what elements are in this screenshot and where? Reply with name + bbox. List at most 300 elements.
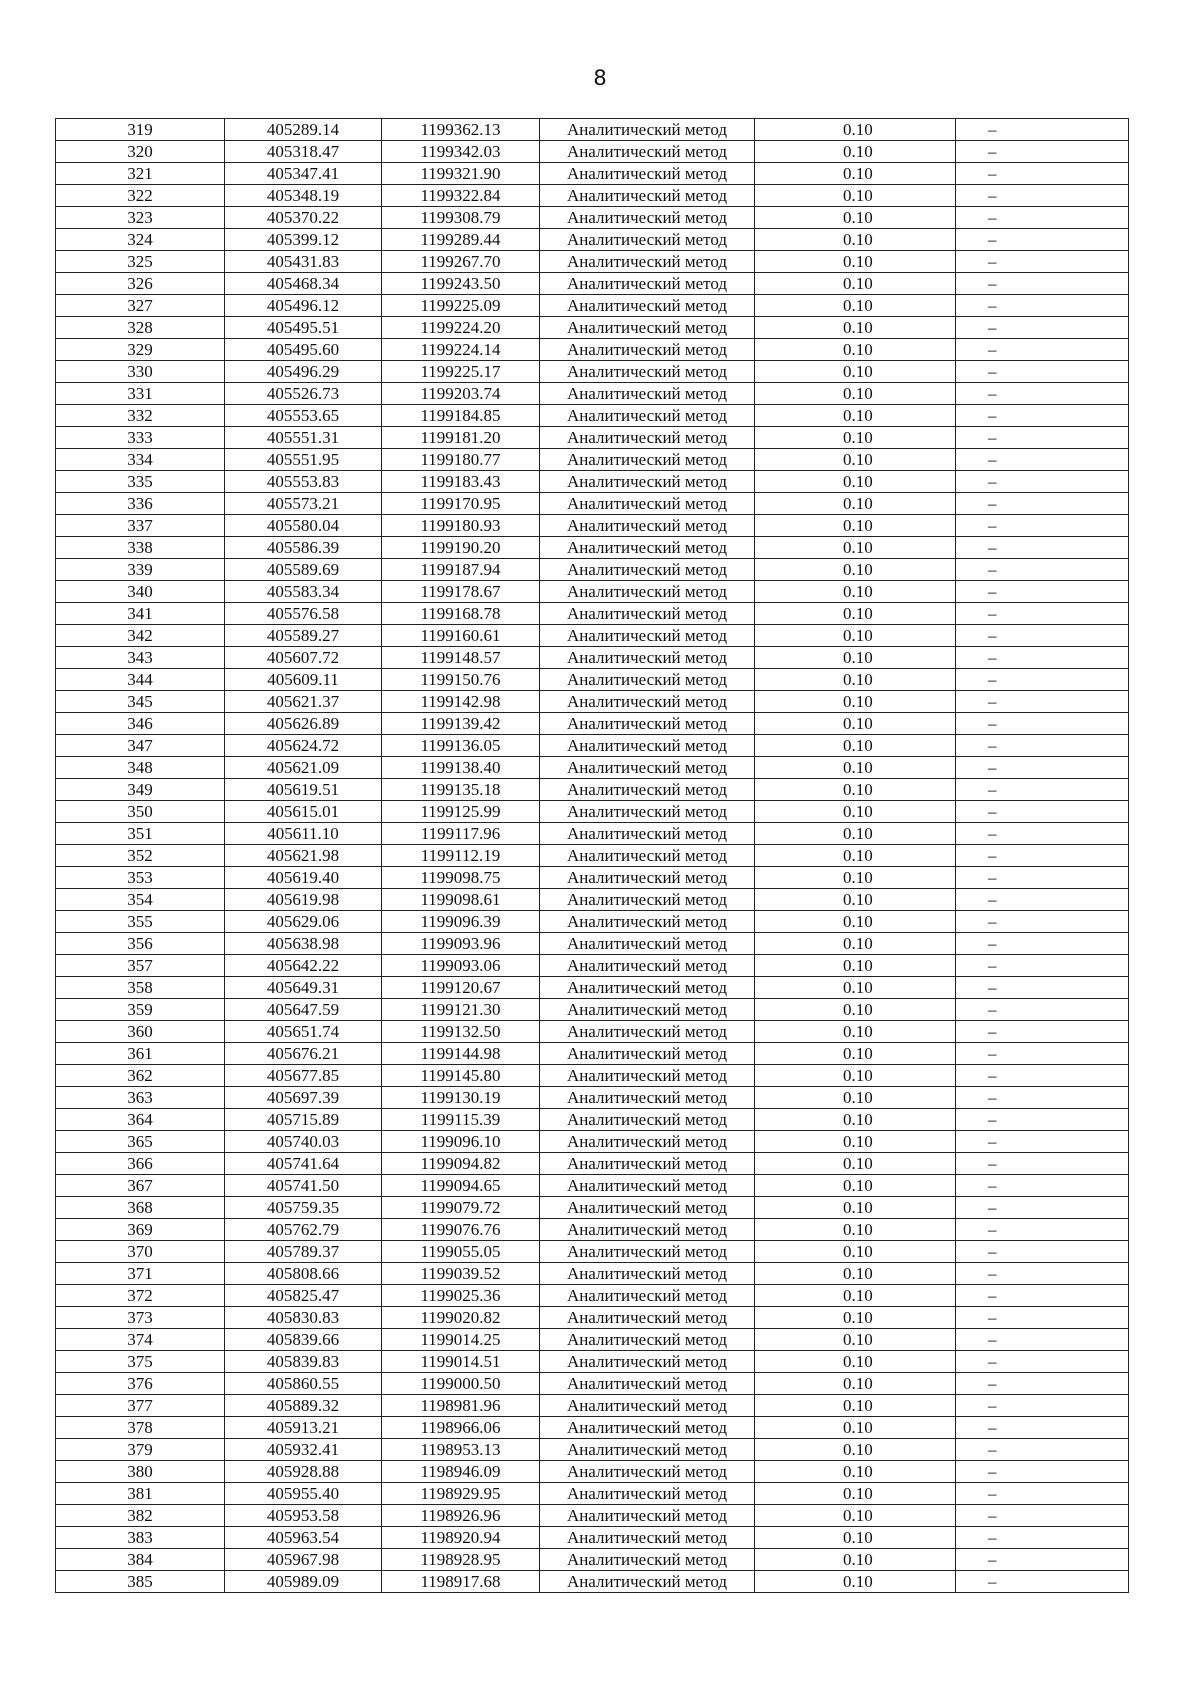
y-coordinate-cell: 1199362.13	[382, 119, 540, 141]
point-number-cell: 338	[56, 537, 225, 559]
coordinates-table	[55, 118, 1129, 1593]
x-coordinate-cell: 405431.83	[225, 251, 382, 273]
table-row	[56, 757, 1129, 779]
tolerance-cell: 0.10	[755, 1219, 956, 1241]
table-row	[56, 1461, 1129, 1483]
method-cell: Аналитический метод	[540, 1175, 755, 1197]
y-coordinate-cell: 1199342.03	[382, 141, 540, 163]
tolerance-cell: 0.10	[755, 735, 956, 757]
table-row	[56, 229, 1129, 251]
y-coordinate-cell: 1199096.10	[382, 1131, 540, 1153]
note-cell: –	[956, 471, 1129, 493]
tolerance-cell: 0.10	[755, 625, 956, 647]
method-cell: Аналитический метод	[540, 1505, 755, 1527]
method-cell: Аналитический метод	[540, 647, 755, 669]
method-cell: Аналитический метод	[540, 537, 755, 559]
x-coordinate-cell: 405551.31	[225, 427, 382, 449]
note-cell: –	[956, 163, 1129, 185]
point-number-cell: 358	[56, 977, 225, 999]
table-row	[56, 1241, 1129, 1263]
point-number-cell: 365	[56, 1131, 225, 1153]
point-number-cell: 329	[56, 339, 225, 361]
method-cell: Аналитический метод	[540, 1263, 755, 1285]
point-number-cell: 359	[56, 999, 225, 1021]
x-coordinate-cell: 405759.35	[225, 1197, 382, 1219]
point-number-cell: 324	[56, 229, 225, 251]
y-coordinate-cell: 1198928.95	[382, 1549, 540, 1571]
table-row	[56, 493, 1129, 515]
x-coordinate-cell: 405651.74	[225, 1021, 382, 1043]
tolerance-cell: 0.10	[755, 537, 956, 559]
y-coordinate-cell: 1199145.80	[382, 1065, 540, 1087]
x-coordinate-cell: 405629.06	[225, 911, 382, 933]
tolerance-cell: 0.10	[755, 1505, 956, 1527]
y-coordinate-cell: 1199148.57	[382, 647, 540, 669]
table-row	[56, 1549, 1129, 1571]
y-coordinate-cell: 1199117.96	[382, 823, 540, 845]
tolerance-cell: 0.10	[755, 1571, 956, 1593]
method-cell: Аналитический метод	[540, 889, 755, 911]
tolerance-cell: 0.10	[755, 867, 956, 889]
y-coordinate-cell: 1199093.96	[382, 933, 540, 955]
x-coordinate-cell: 405676.21	[225, 1043, 382, 1065]
y-coordinate-cell: 1198953.13	[382, 1439, 540, 1461]
point-number-cell: 376	[56, 1373, 225, 1395]
point-number-cell: 355	[56, 911, 225, 933]
point-number-cell: 381	[56, 1483, 225, 1505]
x-coordinate-cell: 405741.50	[225, 1175, 382, 1197]
point-number-cell: 334	[56, 449, 225, 471]
y-coordinate-cell: 1199178.67	[382, 581, 540, 603]
method-cell: Аналитический метод	[540, 383, 755, 405]
point-number-cell: 348	[56, 757, 225, 779]
table-row	[56, 427, 1129, 449]
method-cell: Аналитический метод	[540, 1285, 755, 1307]
point-number-cell: 361	[56, 1043, 225, 1065]
x-coordinate-cell: 405370.22	[225, 207, 382, 229]
point-number-cell: 335	[56, 471, 225, 493]
table-row	[56, 273, 1129, 295]
note-cell: –	[956, 339, 1129, 361]
method-cell: Аналитический метод	[540, 1153, 755, 1175]
point-number-cell: 367	[56, 1175, 225, 1197]
tolerance-cell: 0.10	[755, 1439, 956, 1461]
table-row	[56, 625, 1129, 647]
note-cell: –	[956, 405, 1129, 427]
method-cell: Аналитический метод	[540, 185, 755, 207]
x-coordinate-cell: 405741.64	[225, 1153, 382, 1175]
tolerance-cell: 0.10	[755, 251, 956, 273]
tolerance-cell: 0.10	[755, 1351, 956, 1373]
tolerance-cell: 0.10	[755, 1307, 956, 1329]
y-coordinate-cell: 1199180.93	[382, 515, 540, 537]
point-number-cell: 353	[56, 867, 225, 889]
table-row	[56, 1021, 1129, 1043]
point-number-cell: 323	[56, 207, 225, 229]
table-row	[56, 1065, 1129, 1087]
method-cell: Аналитический метод	[540, 735, 755, 757]
y-coordinate-cell: 1199000.50	[382, 1373, 540, 1395]
y-coordinate-cell: 1199168.78	[382, 603, 540, 625]
note-cell: –	[956, 581, 1129, 603]
x-coordinate-cell: 405348.19	[225, 185, 382, 207]
x-coordinate-cell: 405889.32	[225, 1395, 382, 1417]
point-number-cell: 356	[56, 933, 225, 955]
table-row	[56, 1505, 1129, 1527]
tolerance-cell: 0.10	[755, 1153, 956, 1175]
method-cell: Аналитический метод	[540, 1483, 755, 1505]
coordinates-table-body	[56, 119, 1129, 1593]
table-row	[56, 207, 1129, 229]
table-row	[56, 163, 1129, 185]
table-row	[56, 977, 1129, 999]
point-number-cell: 378	[56, 1417, 225, 1439]
tolerance-cell: 0.10	[755, 1197, 956, 1219]
x-coordinate-cell: 405642.22	[225, 955, 382, 977]
note-cell: –	[956, 933, 1129, 955]
note-cell: –	[956, 1065, 1129, 1087]
method-cell: Аналитический метод	[540, 493, 755, 515]
note-cell: –	[956, 647, 1129, 669]
x-coordinate-cell: 405649.31	[225, 977, 382, 999]
y-coordinate-cell: 1199139.42	[382, 713, 540, 735]
x-coordinate-cell: 405580.04	[225, 515, 382, 537]
method-cell: Аналитический метод	[540, 933, 755, 955]
method-cell: Аналитический метод	[540, 471, 755, 493]
method-cell: Аналитический метод	[540, 823, 755, 845]
table-row	[56, 1219, 1129, 1241]
x-coordinate-cell: 405808.66	[225, 1263, 382, 1285]
table-row	[56, 1527, 1129, 1549]
table-row	[56, 1263, 1129, 1285]
table-row	[56, 1175, 1129, 1197]
y-coordinate-cell: 1199115.39	[382, 1109, 540, 1131]
point-number-cell: 333	[56, 427, 225, 449]
tolerance-cell: 0.10	[755, 1021, 956, 1043]
method-cell: Аналитический метод	[540, 669, 755, 691]
point-number-cell: 327	[56, 295, 225, 317]
y-coordinate-cell: 1199130.19	[382, 1087, 540, 1109]
point-number-cell: 351	[56, 823, 225, 845]
y-coordinate-cell: 1199093.06	[382, 955, 540, 977]
table-row	[56, 1395, 1129, 1417]
method-cell: Аналитический метод	[540, 1021, 755, 1043]
x-coordinate-cell: 405626.89	[225, 713, 382, 735]
note-cell: –	[956, 1021, 1129, 1043]
note-cell: –	[956, 691, 1129, 713]
table-row	[56, 1131, 1129, 1153]
method-cell: Аналитический метод	[540, 1461, 755, 1483]
tolerance-cell: 0.10	[755, 493, 956, 515]
tolerance-cell: 0.10	[755, 515, 956, 537]
y-coordinate-cell: 1199289.44	[382, 229, 540, 251]
table-row	[56, 801, 1129, 823]
point-number-cell: 346	[56, 713, 225, 735]
note-cell: –	[956, 625, 1129, 647]
method-cell: Аналитический метод	[540, 1417, 755, 1439]
table-row	[56, 339, 1129, 361]
x-coordinate-cell: 405609.11	[225, 669, 382, 691]
method-cell: Аналитический метод	[540, 229, 755, 251]
table-row	[56, 1439, 1129, 1461]
x-coordinate-cell: 405913.21	[225, 1417, 382, 1439]
tolerance-cell: 0.10	[755, 669, 956, 691]
tolerance-cell: 0.10	[755, 1087, 956, 1109]
y-coordinate-cell: 1199321.90	[382, 163, 540, 185]
tolerance-cell: 0.10	[755, 339, 956, 361]
tolerance-cell: 0.10	[755, 955, 956, 977]
y-coordinate-cell: 1199160.61	[382, 625, 540, 647]
x-coordinate-cell: 405495.51	[225, 317, 382, 339]
note-cell: –	[956, 977, 1129, 999]
method-cell: Аналитический метод	[540, 867, 755, 889]
point-number-cell: 375	[56, 1351, 225, 1373]
x-coordinate-cell: 405347.41	[225, 163, 382, 185]
table-row	[56, 603, 1129, 625]
note-cell: –	[956, 1483, 1129, 1505]
y-coordinate-cell: 1199055.05	[382, 1241, 540, 1263]
note-cell: –	[956, 1373, 1129, 1395]
table-row	[56, 295, 1129, 317]
x-coordinate-cell: 405677.85	[225, 1065, 382, 1087]
y-coordinate-cell: 1199184.85	[382, 405, 540, 427]
point-number-cell: 344	[56, 669, 225, 691]
x-coordinate-cell: 405589.27	[225, 625, 382, 647]
y-coordinate-cell: 1199136.05	[382, 735, 540, 757]
y-coordinate-cell: 1198917.68	[382, 1571, 540, 1593]
tolerance-cell: 0.10	[755, 999, 956, 1021]
note-cell: –	[956, 1549, 1129, 1571]
y-coordinate-cell: 1198926.96	[382, 1505, 540, 1527]
method-cell: Аналитический метод	[540, 845, 755, 867]
point-number-cell: 331	[56, 383, 225, 405]
x-coordinate-cell: 405955.40	[225, 1483, 382, 1505]
y-coordinate-cell: 1199243.50	[382, 273, 540, 295]
point-number-cell: 360	[56, 1021, 225, 1043]
table-row	[56, 559, 1129, 581]
table-row	[56, 185, 1129, 207]
method-cell: Аналитический метод	[540, 1087, 755, 1109]
x-coordinate-cell: 405839.83	[225, 1351, 382, 1373]
y-coordinate-cell: 1198929.95	[382, 1483, 540, 1505]
table-row	[56, 933, 1129, 955]
tolerance-cell: 0.10	[755, 295, 956, 317]
x-coordinate-cell: 405615.01	[225, 801, 382, 823]
tolerance-cell: 0.10	[755, 581, 956, 603]
note-cell: –	[956, 251, 1129, 273]
note-cell: –	[956, 185, 1129, 207]
table-row	[56, 537, 1129, 559]
table-row	[56, 449, 1129, 471]
table-row	[56, 405, 1129, 427]
x-coordinate-cell: 405553.65	[225, 405, 382, 427]
y-coordinate-cell: 1199187.94	[382, 559, 540, 581]
method-cell: Аналитический метод	[540, 163, 755, 185]
y-coordinate-cell: 1199014.51	[382, 1351, 540, 1373]
y-coordinate-cell: 1199094.65	[382, 1175, 540, 1197]
x-coordinate-cell: 405607.72	[225, 647, 382, 669]
method-cell: Аналитический метод	[540, 119, 755, 141]
point-number-cell: 370	[56, 1241, 225, 1263]
y-coordinate-cell: 1199144.98	[382, 1043, 540, 1065]
note-cell: –	[956, 1461, 1129, 1483]
method-cell: Аналитический метод	[540, 515, 755, 537]
method-cell: Аналитический метод	[540, 251, 755, 273]
method-cell: Аналитический метод	[540, 1373, 755, 1395]
tolerance-cell: 0.10	[755, 977, 956, 999]
note-cell: –	[956, 911, 1129, 933]
tolerance-cell: 0.10	[755, 1417, 956, 1439]
note-cell: –	[956, 1087, 1129, 1109]
y-coordinate-cell: 1199096.39	[382, 911, 540, 933]
method-cell: Аналитический метод	[540, 757, 755, 779]
y-coordinate-cell: 1198966.06	[382, 1417, 540, 1439]
point-number-cell: 362	[56, 1065, 225, 1087]
note-cell: –	[956, 779, 1129, 801]
note-cell: –	[956, 1241, 1129, 1263]
note-cell: –	[956, 1307, 1129, 1329]
y-coordinate-cell: 1199150.76	[382, 669, 540, 691]
point-number-cell: 380	[56, 1461, 225, 1483]
x-coordinate-cell: 405496.12	[225, 295, 382, 317]
method-cell: Аналитический метод	[540, 207, 755, 229]
table-row	[56, 471, 1129, 493]
y-coordinate-cell: 1199224.14	[382, 339, 540, 361]
note-cell: –	[956, 361, 1129, 383]
note-cell: –	[956, 669, 1129, 691]
tolerance-cell: 0.10	[755, 1329, 956, 1351]
method-cell: Аналитический метод	[540, 955, 755, 977]
table-row	[56, 515, 1129, 537]
y-coordinate-cell: 1199098.75	[382, 867, 540, 889]
x-coordinate-cell: 405551.95	[225, 449, 382, 471]
y-coordinate-cell: 1199098.61	[382, 889, 540, 911]
point-number-cell: 347	[56, 735, 225, 757]
table-row	[56, 251, 1129, 273]
point-number-cell: 330	[56, 361, 225, 383]
note-cell: –	[956, 273, 1129, 295]
tolerance-cell: 0.10	[755, 933, 956, 955]
tolerance-cell: 0.10	[755, 1175, 956, 1197]
note-cell: –	[956, 317, 1129, 339]
method-cell: Аналитический метод	[540, 405, 755, 427]
point-number-cell: 383	[56, 1527, 225, 1549]
point-number-cell: 337	[56, 515, 225, 537]
note-cell: –	[956, 427, 1129, 449]
x-coordinate-cell: 405621.98	[225, 845, 382, 867]
method-cell: Аналитический метод	[540, 361, 755, 383]
point-number-cell: 342	[56, 625, 225, 647]
note-cell: –	[956, 757, 1129, 779]
note-cell: –	[956, 1285, 1129, 1307]
point-number-cell: 369	[56, 1219, 225, 1241]
note-cell: –	[956, 119, 1129, 141]
method-cell: Аналитический метод	[540, 999, 755, 1021]
method-cell: Аналитический метод	[540, 801, 755, 823]
method-cell: Аналитический метод	[540, 1571, 755, 1593]
point-number-cell: 364	[56, 1109, 225, 1131]
x-coordinate-cell: 405611.10	[225, 823, 382, 845]
point-number-cell: 319	[56, 119, 225, 141]
point-number-cell: 350	[56, 801, 225, 823]
point-number-cell: 336	[56, 493, 225, 515]
method-cell: Аналитический метод	[540, 1395, 755, 1417]
x-coordinate-cell: 405495.60	[225, 339, 382, 361]
note-cell: –	[956, 207, 1129, 229]
table-row	[56, 1329, 1129, 1351]
x-coordinate-cell: 405740.03	[225, 1131, 382, 1153]
note-cell: –	[956, 1109, 1129, 1131]
note-cell: –	[956, 1395, 1129, 1417]
x-coordinate-cell: 405638.98	[225, 933, 382, 955]
note-cell: –	[956, 515, 1129, 537]
y-coordinate-cell: 1199135.18	[382, 779, 540, 801]
point-number-cell: 328	[56, 317, 225, 339]
y-coordinate-cell: 1199020.82	[382, 1307, 540, 1329]
method-cell: Аналитический метод	[540, 977, 755, 999]
note-cell: –	[956, 713, 1129, 735]
point-number-cell: 325	[56, 251, 225, 273]
method-cell: Аналитический метод	[540, 449, 755, 471]
tolerance-cell: 0.10	[755, 1241, 956, 1263]
tolerance-cell: 0.10	[755, 559, 956, 581]
point-number-cell: 332	[56, 405, 225, 427]
tolerance-cell: 0.10	[755, 845, 956, 867]
table-row	[56, 581, 1129, 603]
method-cell: Аналитический метод	[540, 295, 755, 317]
y-coordinate-cell: 1199225.17	[382, 361, 540, 383]
table-row	[56, 1109, 1129, 1131]
y-coordinate-cell: 1198920.94	[382, 1527, 540, 1549]
x-coordinate-cell: 405647.59	[225, 999, 382, 1021]
y-coordinate-cell: 1199183.43	[382, 471, 540, 493]
y-coordinate-cell: 1199076.76	[382, 1219, 540, 1241]
point-number-cell: 379	[56, 1439, 225, 1461]
tolerance-cell: 0.10	[755, 141, 956, 163]
point-number-cell: 377	[56, 1395, 225, 1417]
x-coordinate-cell: 405553.83	[225, 471, 382, 493]
table-row	[56, 669, 1129, 691]
point-number-cell: 326	[56, 273, 225, 295]
method-cell: Аналитический метод	[540, 581, 755, 603]
y-coordinate-cell: 1199120.67	[382, 977, 540, 999]
table-row	[56, 713, 1129, 735]
tolerance-cell: 0.10	[755, 1065, 956, 1087]
point-number-cell: 373	[56, 1307, 225, 1329]
y-coordinate-cell: 1199121.30	[382, 999, 540, 1021]
x-coordinate-cell: 405468.34	[225, 273, 382, 295]
page-number: 8	[593, 66, 607, 90]
tolerance-cell: 0.10	[755, 317, 956, 339]
table-row	[56, 999, 1129, 1021]
method-cell: Аналитический метод	[540, 1043, 755, 1065]
note-cell: –	[956, 559, 1129, 581]
table-row	[56, 735, 1129, 757]
x-coordinate-cell: 405496.29	[225, 361, 382, 383]
x-coordinate-cell: 405825.47	[225, 1285, 382, 1307]
y-coordinate-cell: 1199267.70	[382, 251, 540, 273]
tolerance-cell: 0.10	[755, 1549, 956, 1571]
tolerance-cell: 0.10	[755, 449, 956, 471]
table-row	[56, 1153, 1129, 1175]
table-row	[56, 889, 1129, 911]
table-row	[56, 1043, 1129, 1065]
note-cell: –	[956, 1263, 1129, 1285]
tolerance-cell: 0.10	[755, 889, 956, 911]
x-coordinate-cell: 405953.58	[225, 1505, 382, 1527]
table-row	[56, 911, 1129, 933]
table-row	[56, 1417, 1129, 1439]
